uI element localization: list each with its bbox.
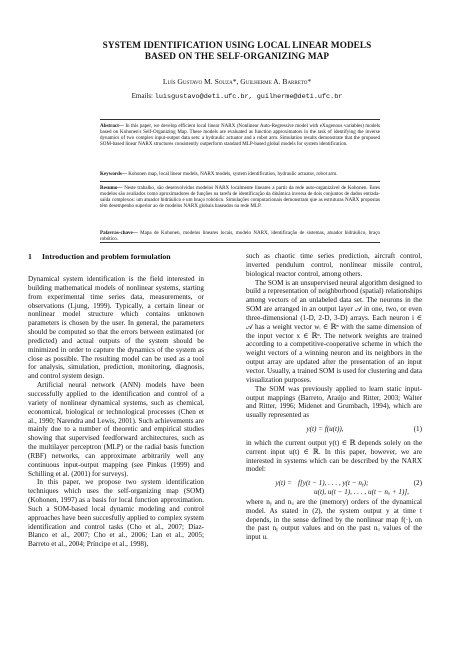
divider-top [100, 119, 380, 120]
right-column [246, 252, 422, 542]
equation-2-number: (2) [413, 479, 422, 488]
keywords [100, 171, 380, 177]
equation-2-line-1: f[y(t − 1), . . . , y(t − nᵧ); [298, 479, 369, 488]
divider-bottom [100, 242, 380, 243]
section-title: Introduction and problem formulation [42, 252, 171, 261]
abstract-text: In this paper, we develop efficient local linear NARX (Nonlinear Auto-Regressive model with eXogenous variables) models based on Kohonen's Self-Organizing Map. These models are evaluated as function approximators in the task of identifying the inverse dynamics of two complex input-output data sets: a hydraulic actuator and a robot arm. Simulation results demonstrate that the proposed SOM-based linear NARX structures consistently outperform standard MLP-based global models for system identification. [100, 123, 380, 148]
resumo [100, 185, 380, 210]
equation-1 [246, 425, 422, 434]
paragraph: in which the current output y(t) ∈ ℝ depends solely on the current input u(t) ∈ ℝ. In this paper, however, we are interested in systems which can be described by the NARX model: [246, 438, 422, 474]
resumo-text: Neste trabalho, são desenvolvidos modelos NARX localmente lineares a partir da rede auto-organizável de Kohonen. Estes modelos são avaliados como aproximadores de funções na tarefa de identificação da dinâmica inversa de dois conjuntos de dados entrada-saída complexos: um atuador hidráulico e um braço robótico. Simulações computacionais demonstram que as estruturas NARX propostas têm desempenho superior ao de modelos NARX globais baseados na rede MLP. [100, 185, 381, 210]
equation-1-number: (1) [413, 425, 422, 434]
paragraph: Dynamical system identification is the field interested in building mathematical models of nonlinear systems, starting from experimental time series data, measurements, or observations (Ljung, 1999). Typically, a certain linear or nonlinear model structure which contains unknown parameters is chosen by the user. In general, the parameters should be computed so that the errors between estimated (or predicted) and actual outputs of the system should be minimized in order to capture the dynamics of the system as close as possible. The resulting model can be used as a tool for analysis, simulation, prediction, monitoring, diagnosis, and control system design. [28, 275, 204, 381]
palavras-chave [100, 230, 380, 242]
equation-2-lhs: y(t) = [275, 479, 292, 488]
emails-line [0, 92, 474, 101]
paragraph: where nᵧ and nᵤ are the (memory) orders of the dynamical model. As stated in (2), the system output y at time t depends, in the sense defined by the nonlinear map f(·), on the past nᵧ output values and on the past nᵤ values of the input u. [246, 497, 422, 542]
keywords-label: Keywords— [100, 171, 127, 177]
palavras-label: Palavras-chave— [100, 230, 138, 236]
abstract-label: Abstract— [100, 123, 124, 129]
paragraph: Artificial neural network (ANN) models have been successfully applied to the identification and control of a variety of nonlinear dynamical systems, such as chemical, economical, biological or technological processes (Chen et al., 1990; Narendra and Lewis, 2001). Such achievements are mainly due to a number of theoretic and empirical studies showing that supervised feedforward architectures, such as the multilayer perceptron (MLP) or the radial basis function (RBF) networks, can approximate arbitrarily well any continuous input-output mapping (see Pinkus (1999) and Schilling et al. (2001) for surveys). [28, 381, 204, 478]
emails-value: luisgustavo@deti.ufc.br, guilherme@deti.ufc.br [154, 93, 343, 101]
emails-label: Emails: [131, 92, 153, 100]
authors: Luís Gustavo M. Souza*, Guilherme A. Barreto* [162, 77, 312, 86]
paragraph: The SOM is an unsupervised neural algorithm designed to build a representation of neighborhood (spatial) relationships among vectors of an unlabeled data set. The neurons in the SOM are arranged in an output layer 𝒜 in one, two, or even three-dimensional (1-D, 2-D, 3-D) arrays. Each neuron i ∈ 𝒜 has a weight vector wᵢ ∈ ℝⁿ with the same dimension of the input vector x ∈ ℝⁿ. The network weights are trained according to a competitive-cooperative scheme in which the weight vectors of a winning neuron and its neighbors in the output array are updated after the presentation of an input vector. Usually, a trained SOM is used for clustering and data visualization purposes. [246, 278, 422, 384]
paragraph: The SOM was previously applied to learn static input-output mappings (Barreto, Araújo and Ritter, 2003; Walter and Ritter, 1996; Midenet and Grumbach, 1994), which are usually represented as [246, 384, 422, 420]
abstract [100, 123, 380, 148]
title-line-2: BASED ON THE SELF-ORGANIZING MAP [144, 50, 330, 61]
section-number: 1 [28, 252, 32, 261]
equation-1-expression: y(t) = f(u(t)), [306, 425, 344, 434]
section-heading [28, 252, 204, 262]
equation-2 [246, 479, 422, 497]
divider-middle [100, 181, 380, 182]
resumo-label: Resumo— [100, 185, 123, 191]
title-line-1: SYSTEM IDENTIFICATION USING LOCAL LINEAR MODELS [102, 40, 372, 50]
paper-title [30, 40, 444, 61]
keywords-text: Kohonen map, local linear models, NARX models, system identification, hydraulic actuator, robot arm. [128, 171, 338, 177]
equation-2-line-2: u(t), u(t − 1), . . . , u(t − nᵤ + 1)], [314, 488, 409, 497]
paragraph: In this paper, we propose two system identification techniques which uses the self-organizing map (SOM) (Kohonen, 1997) as a basis for local function approximation. Such a SOM-based local dynamic modeling and control approaches have been succesfully applied to complex system identification and control tasks (Cho et al., 2007; Díaz-Blanco et al., 2007; Cho et al., 2006; Lan et al., 2005; Barreto et al., 2004; Príncipe et al., 1998), [28, 478, 204, 549]
paragraph: such as chaotic time series prediction, aircraft control, inverted pendulum control, nonlinear missile control, biological reactor control, among others. [246, 252, 422, 278]
palavras-text: Mapa de Kohonen, modelos lineares locais, modelo NARX, identificação de sistemas, atuador hidráulico, braço robótico. [100, 230, 380, 243]
left-column [28, 252, 204, 549]
